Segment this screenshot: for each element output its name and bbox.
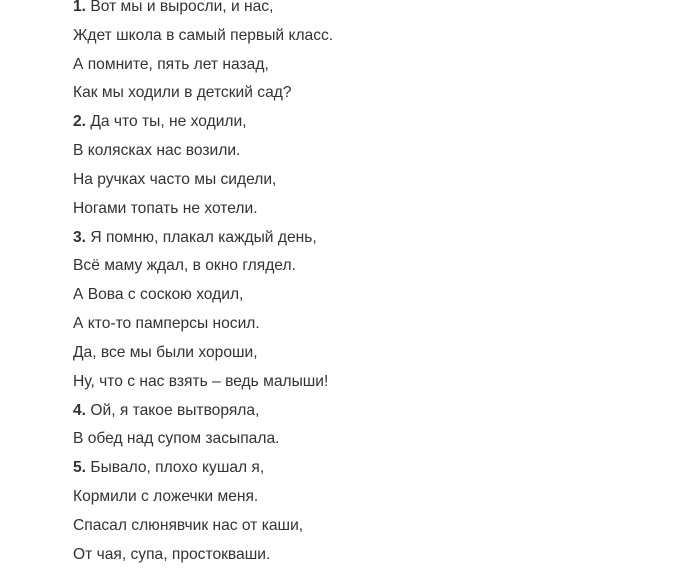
line-text: А кто-то памперсы носил. [73, 315, 260, 333]
poem-line [73, 252, 673, 281]
stanza-number: 5. [73, 459, 87, 477]
line-text: Ждет школа в самый первый класс. [73, 26, 334, 44]
poem-line [73, 541, 673, 570]
line-text: Ногами топать не хотели. [73, 199, 258, 217]
poem-line [73, 137, 673, 166]
poem-line [73, 79, 673, 108]
stanza-number: 4. [73, 401, 87, 419]
poem-line [73, 108, 673, 137]
poem-line [73, 483, 673, 512]
line-text: Спасал слюнявчик нас от каши, [73, 516, 304, 534]
line-text: Да, все мы были хороши, [73, 343, 258, 361]
poem-line [73, 425, 673, 454]
line-text: Бывало, плохо кушал я, [86, 459, 265, 477]
poem-line [73, 0, 673, 22]
line-text: Ой, я такое вытворяла, [86, 401, 260, 419]
line-text: Да что ты, не ходили, [86, 113, 247, 131]
line-text: Я помню, плакал каждый день, [86, 228, 317, 246]
line-text: Как мы ходили в детский сад? [73, 84, 292, 102]
line-text: Ну, что с нас взять – ведь малыши! [73, 372, 329, 390]
line-text: Вот мы и выросли, и нас, [86, 0, 274, 15]
poem-line [73, 310, 673, 339]
line-text: В обед над супом засыпала. [73, 430, 280, 448]
line-text: От чая, супа, простокваши. [73, 545, 271, 563]
poem-line [73, 397, 673, 426]
poem-text [73, 0, 673, 570]
poem-line [73, 224, 673, 253]
poem-line [73, 339, 673, 368]
line-text: На ручках часто мы сидели, [73, 170, 277, 188]
stanza-number: 1. [73, 0, 87, 15]
poem-line [73, 512, 673, 541]
line-text: А Вова с соскою ходил, [73, 286, 244, 304]
poem-line [73, 22, 673, 51]
poem-line [73, 454, 673, 483]
stanza-number: 3. [73, 228, 87, 246]
line-text: Всё маму ждал, в окно глядел. [73, 257, 296, 275]
poem-line [73, 195, 673, 224]
line-text: В колясках нас возили. [73, 142, 241, 160]
poem-line [73, 281, 673, 310]
poem-line [73, 51, 673, 80]
line-text: Кормили с ложечки меня. [73, 488, 259, 506]
poem-line [73, 166, 673, 195]
stanza-number: 2. [73, 113, 87, 131]
poem-line [73, 368, 673, 397]
line-text: А помните, пять лет назад, [73, 55, 269, 73]
